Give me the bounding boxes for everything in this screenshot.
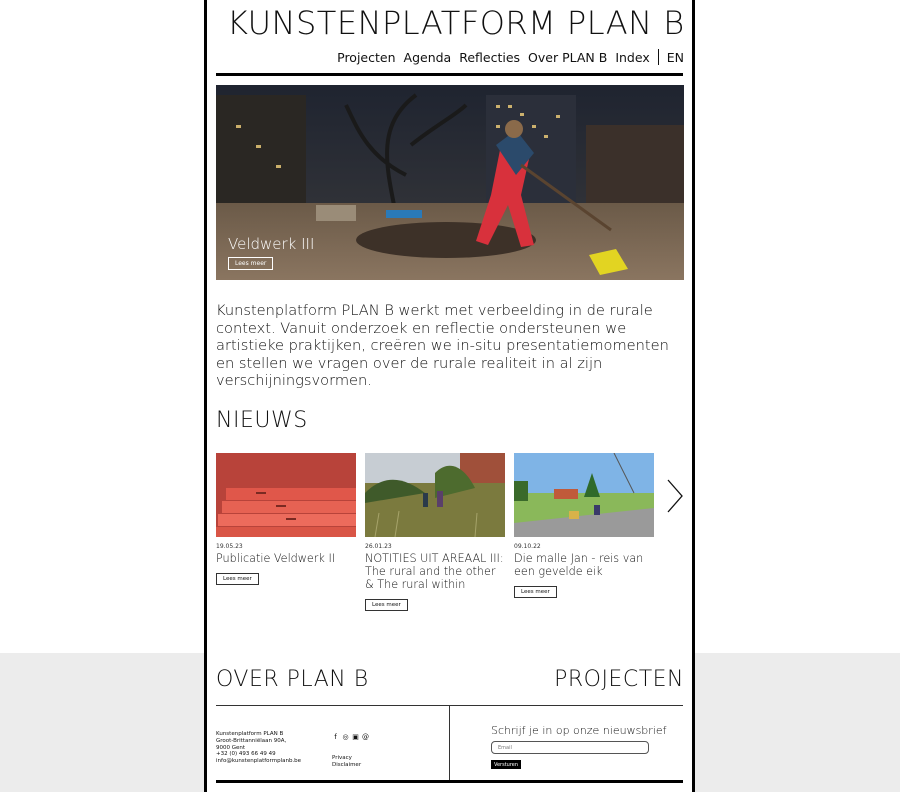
hero-slide[interactable] [216,85,684,280]
news-card[interactable] [365,453,505,611]
news-read-more-button[interactable]: Lees meer [514,586,557,598]
news-card-image [365,453,505,537]
address-line: 9000 Gent [216,744,246,751]
main-nav [329,49,684,65]
phone: +32 (0) 493 66 49 49 [216,751,276,758]
news-date: 09.10.22 [514,543,541,550]
newsletter-submit-button[interactable]: Versturen [491,760,521,769]
news-read-more-button[interactable]: Lees meer [216,573,259,585]
news-read-more-button[interactable]: Lees meer [365,599,408,611]
news-title[interactable]: Publicatie Veldwerk II [216,552,336,565]
site-logo[interactable]: KUNSTENPLATFORM PLAN B [227,4,685,42]
news-date: 19.05.23 [216,543,243,550]
chevron-right-icon[interactable] [665,478,685,514]
nav-separator [658,49,659,65]
hero-title: Veldwerk III [228,235,315,253]
nav-agenda[interactable]: Agenda [403,49,452,65]
news-card[interactable] [514,453,654,598]
news-card-image [216,453,356,537]
nav-projecten[interactable]: Projecten [337,49,396,65]
intro-text: Kunstenplatform PLAN B werkt met verbeelding in de rurale context. Vanuit onderzoek en reflectie ondersteunen we artistieke praktijken, creëren we in-situ presentatiemomenten en stellen we vragen over de rurale realiteit in al zijn verschijningsvormen. [216,302,669,390]
news-heading: NIEUWS [216,408,308,433]
news-date: 26.01.23 [365,543,392,550]
nav-reflecties[interactable]: Reflecties [459,49,521,65]
instagram-icon[interactable]: ◎ [342,733,349,741]
nav-lang-en[interactable]: EN [666,49,684,65]
news-card-image [514,453,654,537]
news-title[interactable]: NOTITIES UIT AREAAL III: The rural and the other & The rural within [365,552,504,591]
news-title[interactable]: Die malle Jan - reis van een gevelde eik [514,552,644,578]
right-border [692,0,695,792]
vimeo-icon[interactable]: ▣ [352,733,359,741]
hero-read-more-button[interactable]: Lees meer [228,257,273,270]
disclaimer-link[interactable]: Disclaimer [332,762,362,768]
footer-over-heading[interactable]: OVER PLAN B [216,667,369,692]
news-card[interactable] [216,453,356,585]
newsletter-heading: Schrijf je in op onze nieuwsbrief [491,724,667,737]
at-icon[interactable]: @ [362,733,369,741]
privacy-link[interactable]: Privacy [332,755,352,761]
nav-over-plan-b[interactable]: Over PLAN B [528,49,608,65]
header-rule [216,73,683,76]
footer-projecten-heading[interactable]: PROJECTEN [554,667,684,692]
address-line: Groot-Brittanniëlaan 90A, [216,737,287,744]
email-link[interactable]: info@kunstenplatformplanb.be [216,758,302,765]
address-line: Kunstenplatform PLAN B [216,731,284,737]
left-border [204,0,207,792]
nav-index[interactable]: Index [615,49,650,65]
facebook-icon[interactable]: f [334,733,337,741]
